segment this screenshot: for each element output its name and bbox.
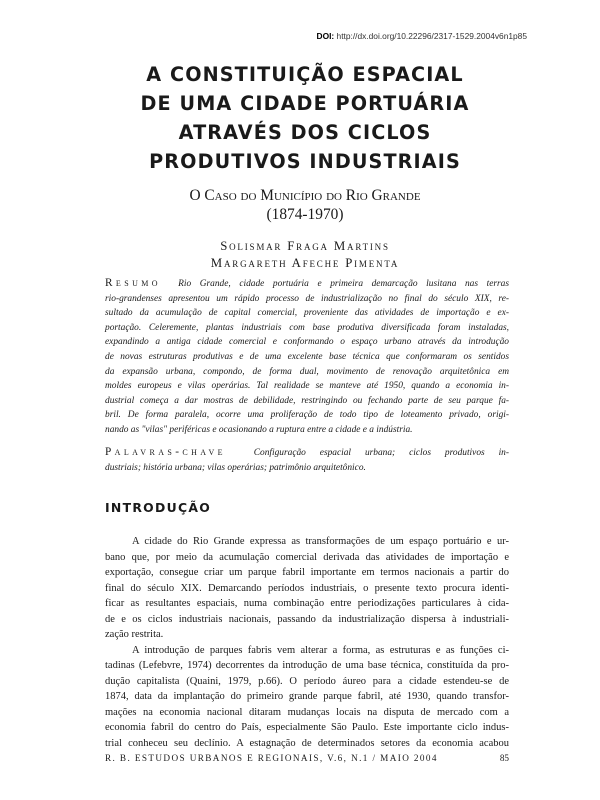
body-line: A cidade do Rio Grande expressa as transformações de um espaço portuário e ur- bbox=[132, 536, 509, 547]
title-line: A CONSTITUIÇÃO ESPACIAL bbox=[146, 63, 464, 86]
doi-line bbox=[317, 31, 527, 41]
abstract bbox=[105, 276, 509, 438]
doi-label: DOI: bbox=[316, 31, 335, 41]
body-line: de e os ciclos industriais nacionais, passando da industrialização dispersa à industriali- bbox=[105, 613, 509, 625]
title-line: PRODUTIVOS INDUSTRIAIS bbox=[149, 150, 461, 173]
abstract-text: Rio Grande, cidade portuária e primeira demarcação lusitana nas terras bbox=[178, 279, 509, 289]
title-line: DE UMA CIDADE PORTUÁRIA bbox=[140, 92, 470, 115]
abstract-line: dustrial começa a dar mostras de debilidade, restringindo ou fechando parte de seu parque fa- bbox=[105, 395, 509, 406]
subtitle-line: O Caso do Município do Rio Grande bbox=[189, 187, 421, 204]
abstract-line: rio-grandenses apresentou um rápido processo de industrialização no final do século XIX, re- bbox=[105, 293, 509, 304]
abstract-line: nando as "vilas" periféricas e ocasionando a ruptura entre a cidade e a indústria. bbox=[105, 424, 413, 435]
body-line: A introdução de parques fabris vem alterar a forma, as estruturas e as funções ci- bbox=[132, 644, 509, 656]
body-line: trial conheceu seu declínio. A estagnação de determinados setores da economia acabou bbox=[105, 737, 509, 749]
keywords-line: dustriais; história urbana; vilas operárias; patrimônio arquitetônico. bbox=[105, 462, 366, 473]
doi-url[interactable]: http://dx.doi.org/10.22296/2317-1529.2004v6n1p85 bbox=[336, 31, 527, 41]
author-name: Margareth Afeche Pimenta bbox=[210, 256, 400, 270]
abstract-line: sultado da acumulação de capital comercial, proveniente das atividades de importação e ex- bbox=[105, 308, 509, 319]
body-line: economia fabril do centro do País, especialmente São Paulo. Este importante ciclo indus- bbox=[105, 722, 509, 733]
author-list bbox=[85, 238, 525, 272]
abstract-line: da expansão urbana, compondo, de forma dual, movimento de renovação arquitetônica em bbox=[105, 366, 509, 377]
page-footer bbox=[105, 753, 509, 763]
abstract-line: bril. De forma paralela, ocorre uma proliferação de todo tipo de loteamento privado, origi- bbox=[105, 410, 509, 421]
body-line: bano que, por meio da acumulação comercial derivada das atividades de importação e bbox=[105, 551, 509, 563]
body-line: 1874, data da implantação do primeiro grande parque fabril, até 1930, quando transfor- bbox=[105, 691, 509, 702]
keywords-label: Palavras-chave bbox=[105, 446, 226, 458]
section-heading: INTRODUÇÃO bbox=[105, 500, 212, 515]
keywords-line bbox=[105, 445, 509, 461]
article-title bbox=[85, 60, 525, 176]
title-line: ATRAVÉS DOS CICLOS bbox=[178, 121, 432, 144]
author-name: Solismar Fraga Martins bbox=[220, 239, 390, 253]
keywords-text: Configuração espacial urbana; ciclos produtivos in- bbox=[253, 448, 509, 458]
body-line: exportação, consegue criar um parque fabril importante em termos nacionais a partir do bbox=[105, 567, 509, 578]
abstract-line bbox=[105, 276, 509, 292]
abstract-label: Resumo bbox=[105, 277, 161, 289]
page-number: 85 bbox=[499, 753, 509, 763]
body-line: ficar as resultantes espaciais, numa combinação entre periodizações particulares à cida- bbox=[105, 598, 509, 609]
journal-citation: R. B. ESTUDOS URBANOS E REGIONAIS, V.6, N.1 / MAIO 2004 bbox=[105, 753, 438, 763]
body-line: zação restrita. bbox=[105, 629, 164, 640]
abstract-line: de novas estruturas produtivas e de uma excelente base técnica que conformaram os sentidos bbox=[105, 351, 509, 362]
article-subtitle bbox=[85, 186, 525, 224]
body-line: tadinas (Lefebvre, 1974) decorrentes da introdução de uma base técnica, constituída da pro- bbox=[105, 660, 509, 671]
body-text bbox=[105, 534, 509, 751]
body-line: dução capitalista (Quaini, 1979, p.66). O período áureo para a cidade estendeu-se de bbox=[105, 675, 509, 687]
abstract-line: portação. Celeremente, plantas industriais com base produtiva diversificada foram instaladas, bbox=[105, 322, 509, 333]
abstract-line: moldes europeus e vilas operárias. Tal realidade se manteve até 1950, quando a economia in- bbox=[105, 381, 509, 392]
body-line: final do século XIX. Demarcando períodos industriais, o presente texto procura identi- bbox=[105, 582, 509, 594]
abstract-line: expandindo a antiga cidade comercial e conformando o espaço urbano através da introdução bbox=[105, 337, 509, 348]
subtitle-line: (1874-1970) bbox=[266, 206, 344, 223]
body-line: mações na economia nacional ditaram mudanças locais na disputa de mercado com a bbox=[105, 706, 509, 718]
keywords bbox=[105, 445, 509, 475]
